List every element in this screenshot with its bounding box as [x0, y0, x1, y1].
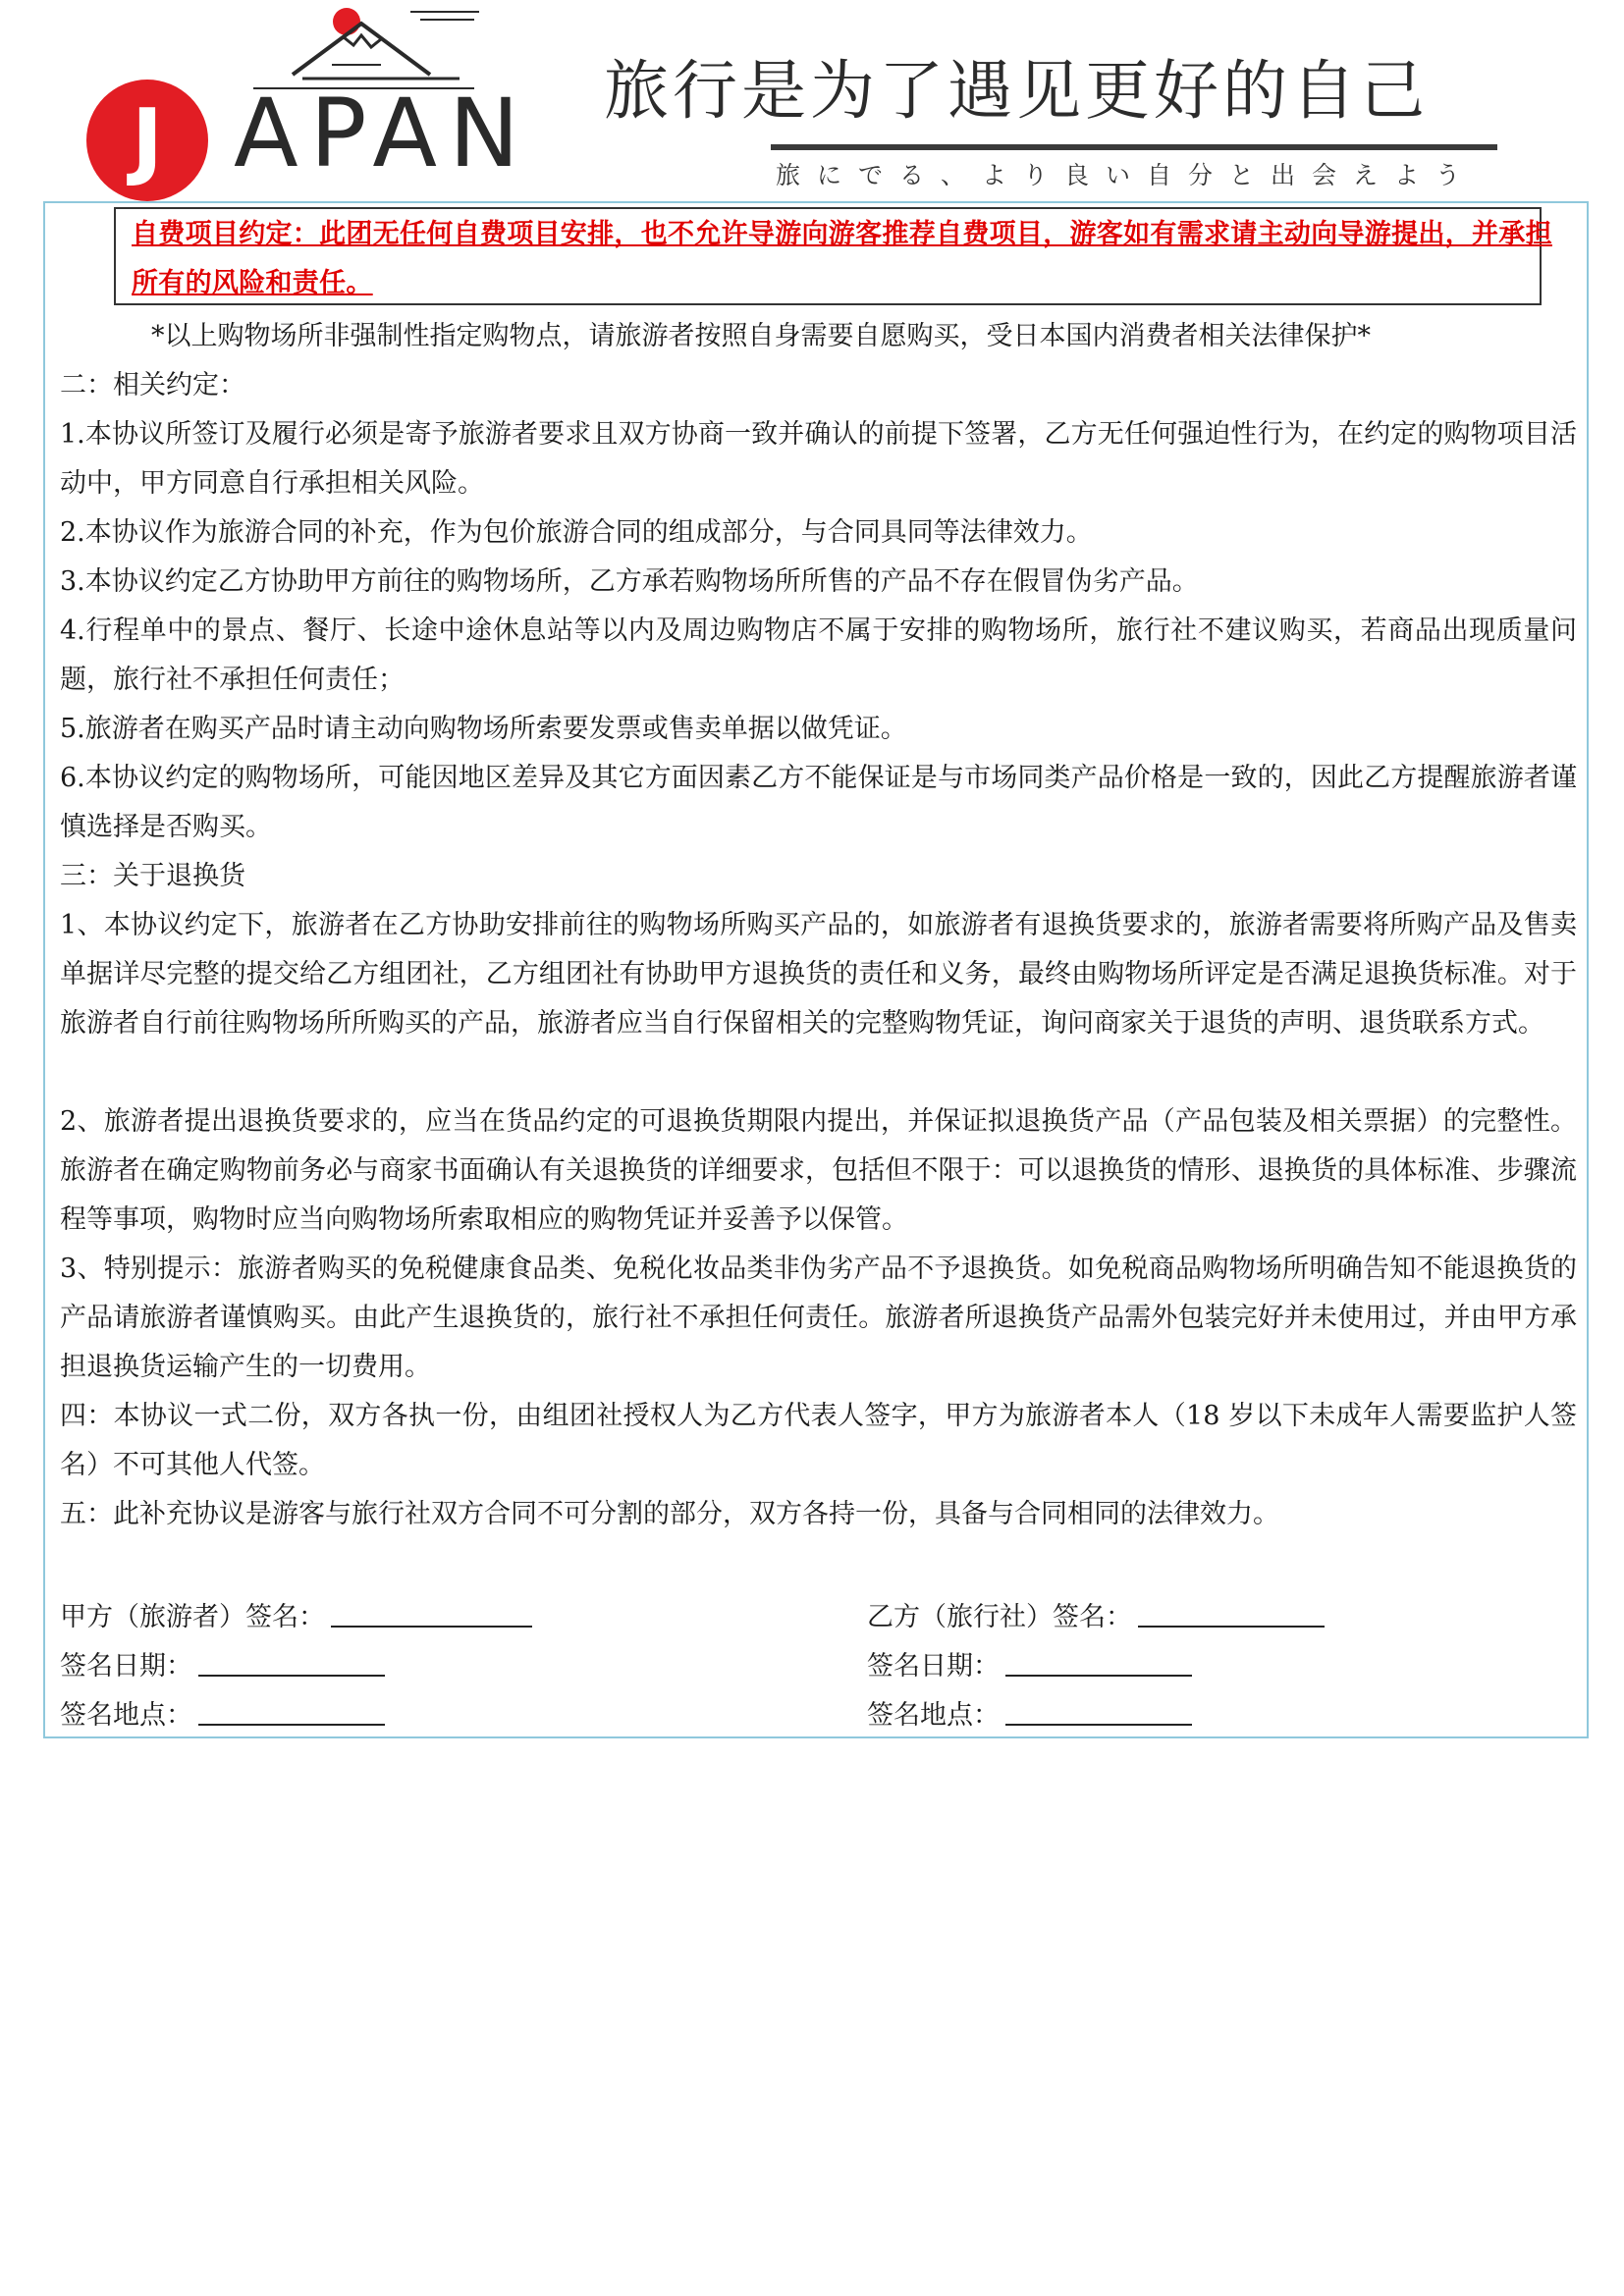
party-a-date-label: 签名日期： — [60, 1651, 192, 1682]
slogan: 旅行是为了遇见更好的自己 — [604, 53, 1429, 129]
self-pay-notice: 自费项目约定：此团无任何自费项目安排，也不允许导游向游客推荐自费项目，游客如有需求请主动向导游提出，并承担所有的风险和责任。 — [132, 219, 1552, 298]
party-b-signature[interactable] — [867, 1593, 1325, 1642]
party-a-place-line[interactable] — [198, 1694, 385, 1726]
party-a-date[interactable] — [60, 1642, 385, 1691]
brand-logo — [86, 6, 531, 202]
party-a-label: 甲方（旅游者）签名： — [60, 1602, 325, 1632]
section5-text: 五：此补充协议是游客与旅行社双方合同不可分割的部分，双方各持一份，具备与合同相同的法律效力。 — [60, 1499, 1279, 1529]
party-b-date[interactable] — [867, 1642, 1192, 1691]
party-a-place[interactable] — [60, 1691, 385, 1740]
party-b-place-line[interactable] — [1005, 1694, 1192, 1726]
section2-item-3: 3.本协议约定乙方协助甲方前往的购物场所，乙方承若购物场所所售的产品不存在假冒伪劣产品。 — [60, 566, 1199, 597]
section2-item-4: 4.行程单中的景点、餐厅、长途中途休息站等以内及周边购物店不属于安排的购物场所，旅行社不建议购买，若商品出现质量问题，旅行社不承担任何责任； — [60, 615, 1577, 695]
party-a-signature[interactable] — [60, 1593, 532, 1642]
shopping-note: *以上购物场所非强制性指定购物点，请旅游者按照自身需要自愿购买，受日本国内消费者相关法律保护* — [151, 321, 1371, 351]
slogan-divider — [771, 144, 1497, 150]
section2-item-6: 6.本协议约定的购物场所，可能因地区差异及其它方面因素乙方不能保证是与市场同类产品价格是一致的，因此乙方提醒旅游者谨慎选择是否购买。 — [60, 763, 1577, 842]
section2-item-5: 5.旅游者在购买产品时请主动向购物场所索要发票或售卖单据以做凭证。 — [60, 714, 907, 744]
section3-item-1: 1、本协议约定下，旅游者在乙方协助安排前往的购物场所购买产品的，如旅游者有退换货要求的，旅游者需要将所购产品及售卖单据详尽完整的提交给乙方组团社，乙方组团社有协助甲方退换货的责任和义务，最终由购物场所评定是否满足退换货标准。对于旅游者自行前往购物场所所购买的产品，旅游者应当自行保留相关的完整购物凭证，询问商家关于退货的声明、退货联系方式。 — [60, 910, 1577, 1039]
logo-wordmark: APAN — [234, 79, 531, 188]
party-a-signature-line[interactable] — [331, 1596, 532, 1628]
party-a-place-label: 签名地点： — [60, 1700, 192, 1731]
section4-text: 四：本协议一式二份，双方各执一份，由组团社授权人为乙方代表人签字，甲方为旅游者本人（18 岁以下未成年人需要监护人签名）不可其他人代签。 — [60, 1401, 1577, 1480]
party-b-place[interactable] — [867, 1691, 1192, 1740]
section3-heading: 三：关于退换货 — [60, 861, 245, 891]
section3-item-3: 3、特别提示：旅游者购买的免税健康食品类、免税化妆品类非伪劣产品不予退换货。如免税商品购物场所明确告知不能退换货的产品请旅游者谨慎购买。由此产生退换货的，旅行社不承担任何责任。旅游者所退换货产品需外包装完好并未使用过，并由甲方承担退换货运输产生的一切费用。 — [60, 1254, 1577, 1382]
party-a-date-line[interactable] — [198, 1645, 385, 1677]
party-b-date-label: 签名日期： — [867, 1651, 1000, 1682]
party-b-signature-line[interactable] — [1138, 1596, 1325, 1628]
slogan-subtitle: 旅にでる、より良い自分と出会えよう — [776, 161, 1478, 189]
section2-item-2: 2.本协议作为旅游合同的补充，作为包价旅游合同的组成部分，与合同具同等法律效力。 — [60, 517, 1093, 548]
section2-item-1: 1.本协议所签订及履行必须是寄予旅游者要求且双方协商一致并确认的前提下签署，乙方无任何强迫性行为，在约定的购物项目活动中，甲方同意自行承担相关风险。 — [60, 419, 1577, 499]
party-b-date-line[interactable] — [1005, 1645, 1192, 1677]
party-b-label: 乙方（旅行社）签名： — [867, 1602, 1132, 1632]
section3-item-2: 2、旅游者提出退换货要求的，应当在货品约定的可退换货期限内提出，并保证拟退换货产品（产品包装及相关票据）的完整性。旅游者在确定购物前务必与商家书面确认有关退换货的详细要求，包括但不限于：可以退换货的情形、退换货的具体标准、步骤流程等事项，购物时应当向购物场所索取相应的购物凭证并妥善予以保管。 — [60, 1106, 1577, 1235]
section2-heading: 二：相关约定： — [60, 370, 245, 400]
logo-letter: J — [132, 91, 163, 189]
party-b-place-label: 签名地点： — [867, 1700, 1000, 1731]
